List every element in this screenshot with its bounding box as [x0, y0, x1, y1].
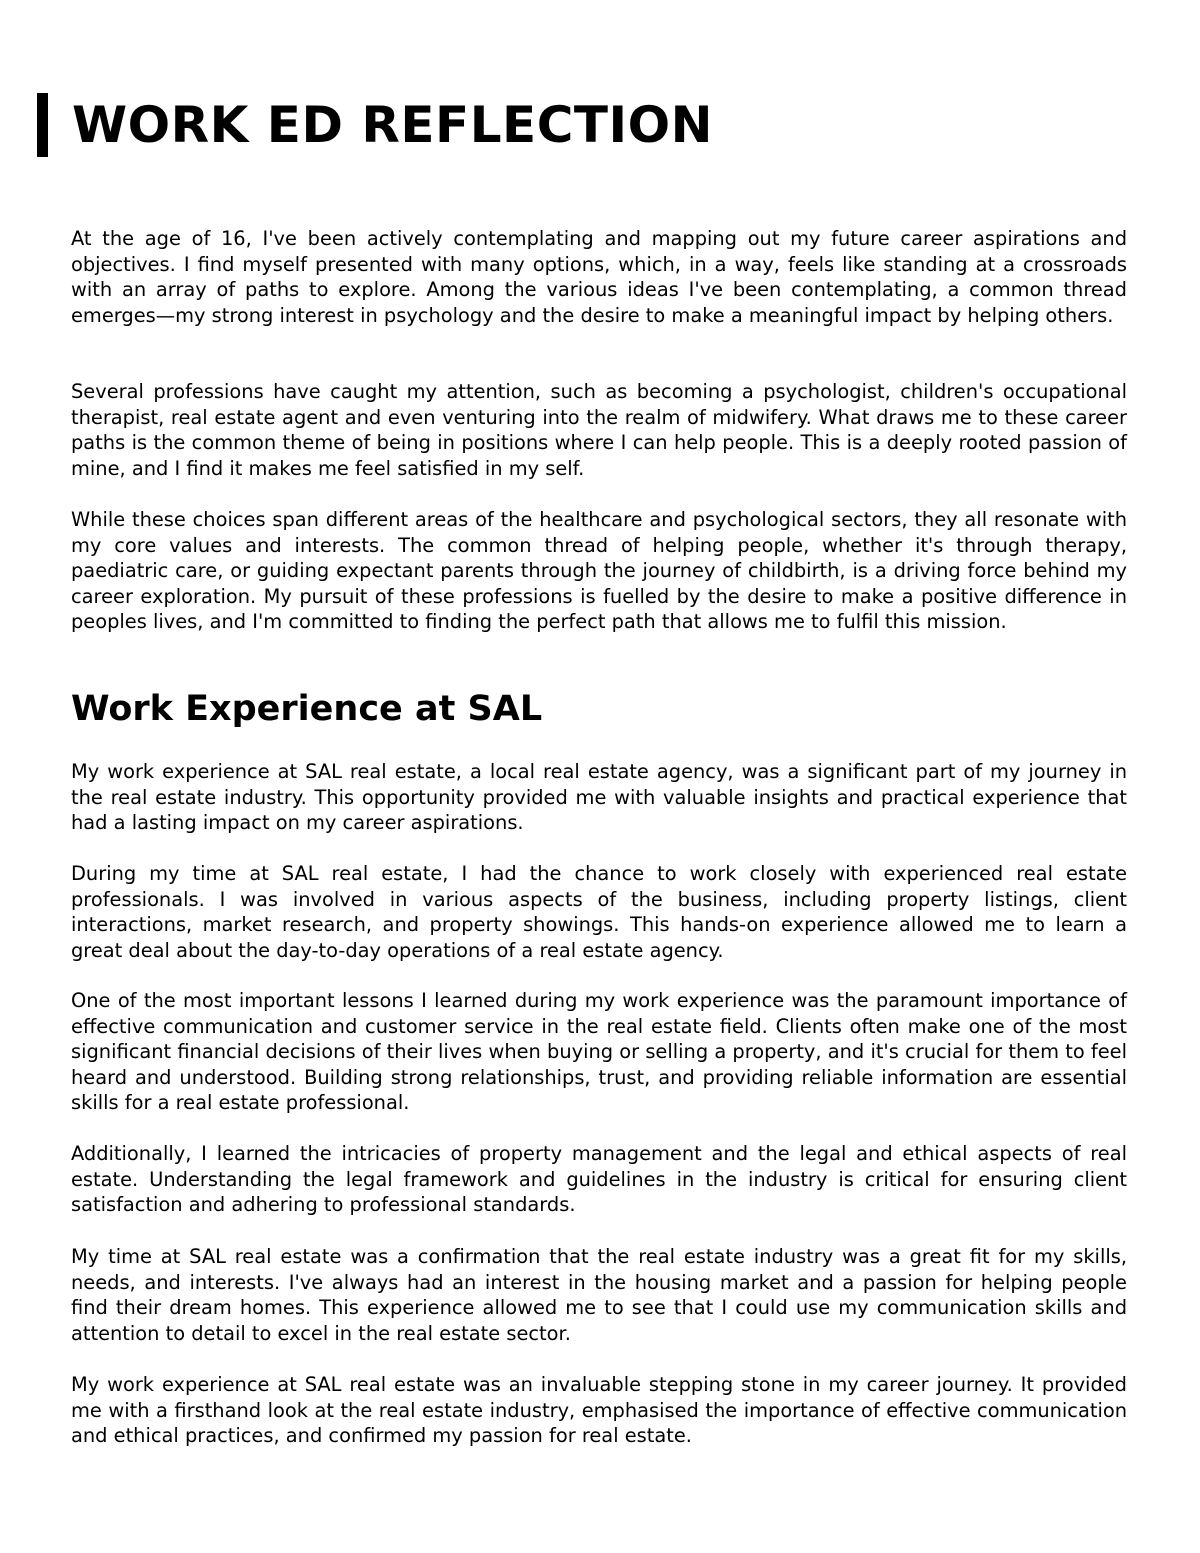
intro-paragraph-1: At the age of 16, I've been actively contemplating and mapping out my future career aspirations and objectives. I find myself presented with many options, which, in a way, feels like standing at a crossroads with an array of paths to explore. Among the various ideas I've been contemplating, a common thread emerges—my strong interest in psychology and the desire to make a meaningful impact by helping others.: [71, 227, 1127, 327]
title-block: [37, 93, 713, 157]
section-paragraph-3: One of the most important lessons I learned during my work experience was the paramount importance of effective communication and customer service in the real estate field. Clients often make one of the most significant financial decisions of their lives when buying or selling a property, and it's crucial for them to feel heard and understood. Building strong relationships, trust, and providing reliable information are essential skills for a real estate professional.: [71, 989, 1127, 1114]
title-accent-bar: [37, 93, 48, 157]
section-paragraph-1: My work experience at SAL real estate, a local real estate agency, was a significant part of my journey in the real estate industry. This opportunity provided me with valuable insights and practical experience that had a lasting impact on my career aspirations.: [71, 760, 1127, 834]
intro-paragraph-2: Several professions have caught my attention, such as becoming a psychologist, children's occupational therapist, real estate agent and even venturing into the realm of midwifery. What draws me to these career paths is the common theme of being in positions where I can help people. This is a deeply rooted passion of mine, and I find it makes me feel satisfied in my self.: [71, 380, 1127, 480]
section-paragraph-5: My time at SAL real estate was a confirmation that the real estate industry was a great fit for my skills, needs, and interests. I've always had an interest in the housing market and a passion for helping people find their dream homes. This experience allowed me to see that I could use my communication skills and attention to detail to excel in the real estate sector.: [71, 1245, 1127, 1345]
intro-paragraph-3: While these choices span different areas of the healthcare and psychological sectors, they all resonate with my core values and interests. The common thread of helping people, whether it's through therapy, paediatric care, or guiding expectant parents through the journey of childbirth, is a driving force behind my career exploration. My pursuit of these professions is fuelled by the desire to make a positive difference in peoples lives, and I'm committed to finding the perfect path that allows me to fulfil this mission.: [71, 508, 1127, 633]
section-paragraph-6: My work experience at SAL real estate was an invaluable stepping stone in my career journey. It provided me with a firsthand look at the real estate industry, emphasised the importance of effective communication and ethical practices, and confirmed my passion for real estate.: [71, 1373, 1127, 1447]
section-paragraph-2: During my time at SAL real estate, I had the chance to work closely with experienced real estate professionals. I was involved in various aspects of the business, including property listings, client interactions, market research, and property showings. This hands-on experience allowed me to learn a great deal about the day-to-day operations of a real estate agency.: [71, 862, 1127, 962]
page-title: WORK ED REFLECTION: [72, 96, 713, 154]
section-heading: Work Experience at SAL: [71, 689, 543, 729]
section-paragraph-4: Additionally, I learned the intricacies of property management and the legal and ethical aspects of real estate. Understanding the legal framework and guidelines in the industry is critical for ensuring client satisfaction and adhering to professional standards.: [71, 1142, 1127, 1216]
